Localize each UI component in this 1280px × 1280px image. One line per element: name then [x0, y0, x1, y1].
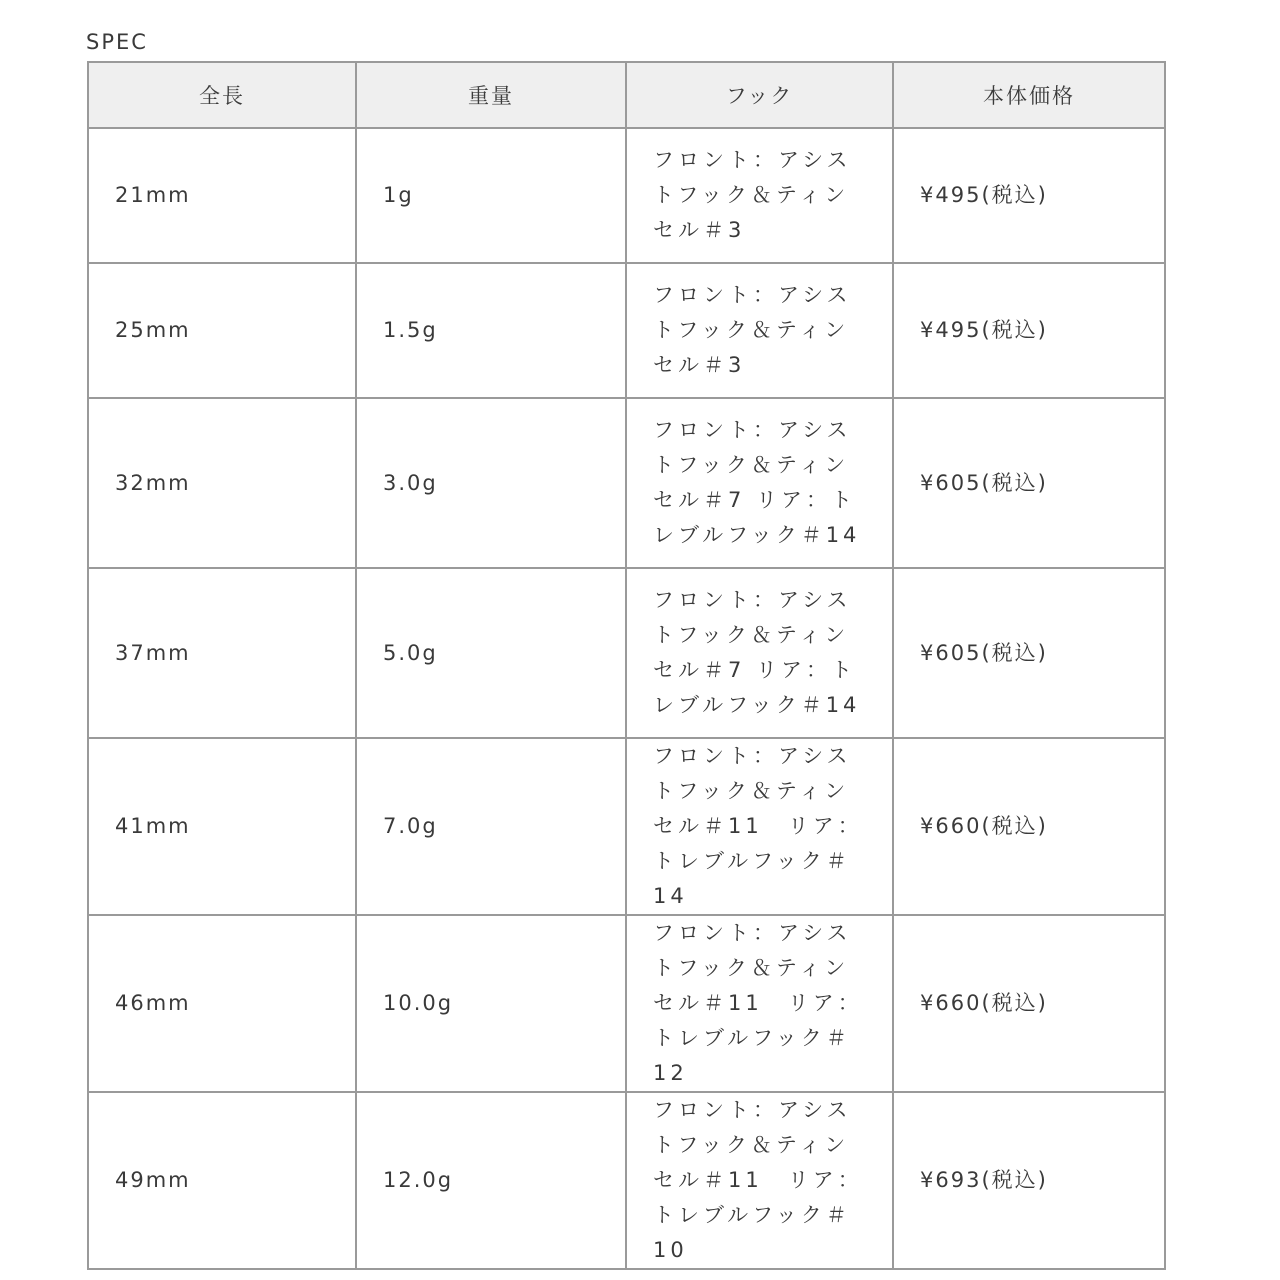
- column-header-price: 本体価格: [893, 62, 1165, 128]
- price-cell: ¥605(税込): [893, 568, 1165, 738]
- length-cell: 21mm: [88, 128, 356, 263]
- spec-heading: SPEC: [86, 30, 148, 54]
- table-row: [88, 568, 1165, 738]
- table-row: [88, 915, 1165, 1092]
- weight-cell: 3.0g: [356, 398, 626, 568]
- length-cell: 46mm: [88, 915, 356, 1092]
- table-row: [88, 738, 1165, 915]
- table-row: [88, 128, 1165, 263]
- table-header-row: [88, 62, 1165, 128]
- length-cell: 32mm: [88, 398, 356, 568]
- weight-cell: 10.0g: [356, 915, 626, 1092]
- table-row: [88, 1092, 1165, 1269]
- column-header-hook: フック: [626, 62, 893, 128]
- hook-cell: フロント：アシストフック＆ティンセル＃7 リア：トレブルフック＃14: [626, 398, 893, 568]
- hook-cell: フロント：アシストフック＆ティンセル＃11 リア：トレブルフック＃14: [626, 738, 893, 915]
- weight-cell: 1g: [356, 128, 626, 263]
- length-cell: 41mm: [88, 738, 356, 915]
- table-row: [88, 263, 1165, 398]
- price-cell: ¥605(税込): [893, 398, 1165, 568]
- price-cell: ¥495(税込): [893, 128, 1165, 263]
- weight-cell: 7.0g: [356, 738, 626, 915]
- price-cell: ¥693(税込): [893, 1092, 1165, 1269]
- column-header-length: 全長: [88, 62, 356, 128]
- length-cell: 25mm: [88, 263, 356, 398]
- weight-cell: 12.0g: [356, 1092, 626, 1269]
- hook-cell: フロント：アシストフック＆ティンセル＃3: [626, 128, 893, 263]
- column-header-weight: 重量: [356, 62, 626, 128]
- hook-cell: フロント：アシストフック＆ティンセル＃11 リア：トレブルフック＃12: [626, 915, 893, 1092]
- hook-cell: フロント：アシストフック＆ティンセル＃7 リア：トレブルフック＃14: [626, 568, 893, 738]
- length-cell: 37mm: [88, 568, 356, 738]
- price-cell: ¥660(税込): [893, 915, 1165, 1092]
- hook-cell: フロント：アシストフック＆ティンセル＃3: [626, 263, 893, 398]
- spec-table: [87, 61, 1166, 1270]
- price-cell: ¥660(税込): [893, 738, 1165, 915]
- weight-cell: 5.0g: [356, 568, 626, 738]
- weight-cell: 1.5g: [356, 263, 626, 398]
- hook-cell: フロント：アシストフック＆ティンセル＃11 リア：トレブルフック＃10: [626, 1092, 893, 1269]
- price-cell: ¥495(税込): [893, 263, 1165, 398]
- length-cell: 49mm: [88, 1092, 356, 1269]
- table-row: [88, 398, 1165, 568]
